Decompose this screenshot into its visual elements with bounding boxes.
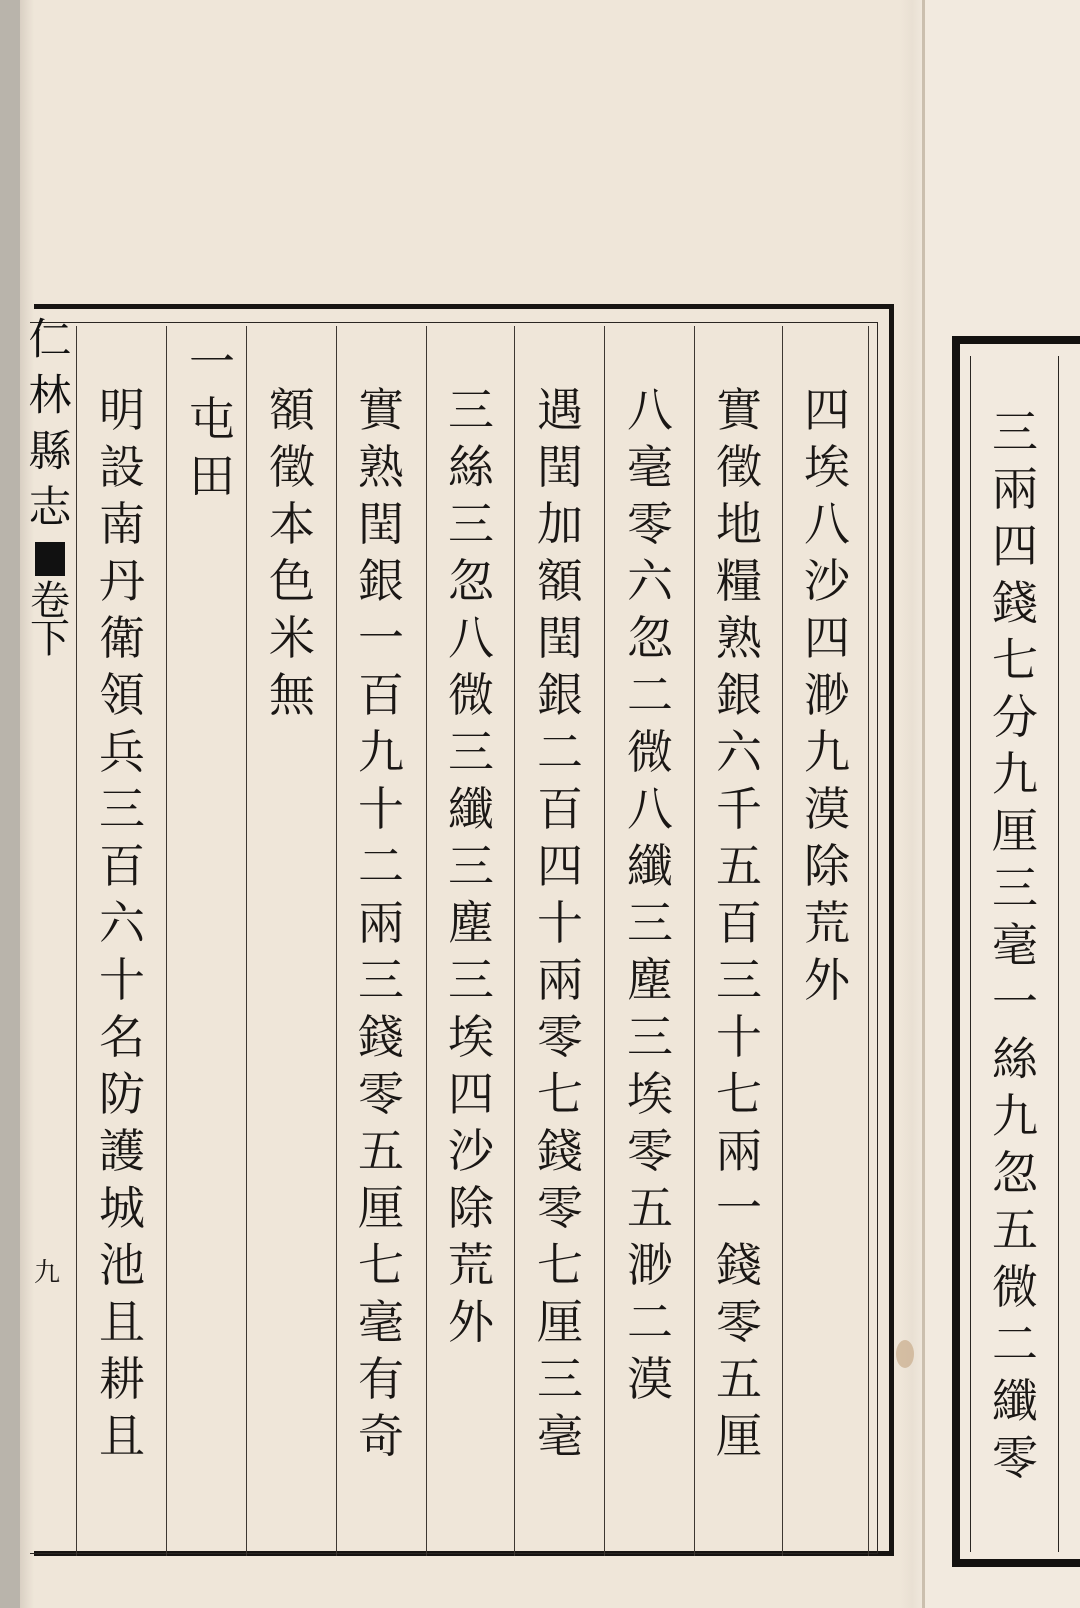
text-char: 八 [627,383,673,437]
text-char: 三 [537,1352,583,1406]
text-char: 厘 [358,1181,404,1235]
fascicle-char: 卷 [30,578,70,624]
text-char: 無 [269,668,315,722]
margin-title-char: 林 [28,371,72,421]
text-char: 荒 [804,896,850,950]
text-char: 領 [99,668,145,722]
text-char: 零 [537,1010,583,1064]
text-column-5 [435,382,507,1351]
text-char: 千 [716,782,762,836]
text-char: 銀 [537,668,583,722]
right-text-char: 五 [992,1203,1038,1257]
right-text-char: 忽 [992,1146,1038,1200]
text-char: 七 [537,1067,583,1121]
text-char: 纖 [448,782,494,836]
text-char: 兵 [99,725,145,779]
text-char: 徵 [716,440,762,494]
text-char: 埃 [804,440,850,494]
column-rule [76,326,77,1556]
text-char: 零 [358,1067,404,1121]
text-char: 兩 [716,1124,762,1178]
text-char: 三 [448,953,494,1007]
text-char: 五 [716,1352,762,1406]
right-text-char: 一 [992,975,1038,1029]
right-text-char: 三 [992,405,1038,459]
text-char: 除 [448,1181,494,1235]
text-column-7 [256,382,328,724]
text-char: 四 [804,611,850,665]
text-char: 城 [99,1181,145,1235]
right-text-char: 厘 [992,804,1038,858]
text-char: 七 [537,1238,583,1292]
text-char: 微 [627,725,673,779]
text-char: 零 [537,1181,583,1235]
text-char: 丹 [99,554,145,608]
text-char: 銀 [716,668,762,722]
page-fold-line [922,0,925,1608]
fish-tail-mark [35,542,65,576]
text-char: 渺 [627,1238,673,1292]
text-char: 三 [448,497,494,551]
right-text-char: 錢 [992,576,1038,630]
text-char: 忽 [448,554,494,608]
text-char: 十 [537,896,583,950]
column-rule [336,326,337,1556]
text-char: 錢 [716,1238,762,1292]
text-char: 閏 [358,497,404,551]
right-text-char: 四 [992,519,1038,573]
text-char: 南 [99,497,145,551]
fascicle-label [30,578,70,662]
right-page-column-rule [1058,356,1080,1552]
text-char: 一 [189,335,235,389]
right-text-char: 兩 [992,462,1038,516]
text-char: 實 [716,383,762,437]
text-char: 渺 [804,668,850,722]
text-char: 塵 [448,896,494,950]
column-rule [514,326,515,1556]
text-char: 四 [448,1067,494,1121]
text-char: 熟 [358,440,404,494]
text-char: 零 [627,1124,673,1178]
text-char: 三 [358,953,404,1007]
text-column-2 [703,382,775,1465]
text-char: 三 [448,839,494,893]
text-char: 百 [537,782,583,836]
text-char: 百 [716,896,762,950]
page-number: 九 [34,1258,61,1288]
text-char: 閏 [537,611,583,665]
text-char: 四 [537,839,583,893]
text-char: 二 [358,839,404,893]
text-char: 名 [99,1010,145,1064]
text-char: 三 [448,383,494,437]
text-char: 徵 [269,440,315,494]
text-char: 六 [716,725,762,779]
text-char: 纖 [627,839,673,893]
text-char: 九 [358,725,404,779]
margin-book-title [24,312,76,662]
text-char: 絲 [448,440,494,494]
text-char: 毫 [358,1295,404,1349]
text-char: 五 [358,1124,404,1178]
text-char: 八 [448,611,494,665]
column-rule [166,326,167,1556]
column-rule [694,326,695,1556]
text-char: 耕 [99,1352,145,1406]
text-char: 衛 [99,611,145,665]
text-char: 荒 [448,1238,494,1292]
text-char: 護 [99,1124,145,1178]
text-char: 設 [99,440,145,494]
text-char: 十 [358,782,404,836]
text-char: 糧 [716,554,762,608]
text-column-10 [86,382,158,1465]
right-text-char: 九 [992,1089,1038,1143]
text-char: 田 [189,449,235,503]
text-char: 百 [99,839,145,893]
text-char: 一 [358,611,404,665]
text-char: 米 [269,611,315,665]
text-char: 閏 [537,440,583,494]
book-spine-edge [0,0,20,1608]
text-char: 錢 [358,1010,404,1064]
margin-title-char: 縣 [28,427,72,477]
text-char: 明 [99,383,145,437]
text-char: 十 [716,1010,762,1064]
text-char: 色 [269,554,315,608]
text-char: 忽 [627,611,673,665]
text-column-1 [791,382,863,1009]
margin-title-char: 仁 [28,315,72,365]
text-char: 七 [716,1067,762,1121]
right-text-char: 分 [992,690,1038,744]
text-char: 屯 [189,392,235,446]
right-text-char: 九 [992,747,1038,801]
text-char: 兩 [537,953,583,1007]
text-char: 有 [358,1352,404,1406]
text-char: 外 [448,1295,494,1349]
right-page-text-column [986,404,1044,1487]
text-char: 外 [804,953,850,1007]
text-char: 六 [627,554,673,608]
fascicle-char: 下 [30,616,70,662]
column-rule [604,326,605,1556]
text-char: 八 [627,782,673,836]
text-char: 池 [99,1238,145,1292]
text-char: 三 [448,725,494,779]
right-text-char: 零 [992,1431,1038,1485]
text-char: 五 [627,1181,673,1235]
text-char: 銀 [358,554,404,608]
text-char: 三 [627,896,673,950]
right-text-char: 微 [992,1260,1038,1314]
text-char: 沙 [804,554,850,608]
column-rule [426,326,427,1556]
paper-stain [896,1340,914,1368]
text-char: 埃 [627,1067,673,1121]
text-char: 防 [99,1067,145,1121]
text-column-3 [614,382,686,1408]
text-char: 八 [804,497,850,551]
text-char: 除 [804,839,850,893]
right-text-char: 毫 [992,918,1038,972]
text-char: 漠 [804,782,850,836]
column-rule [868,326,869,1556]
text-char: 本 [269,497,315,551]
right-page-inner-border [970,356,971,1552]
right-text-char: 纖 [992,1374,1038,1428]
text-char: 二 [627,668,673,722]
text-char: 二 [627,1295,673,1349]
text-char: 四 [804,383,850,437]
text-char: 塵 [627,953,673,1007]
text-char: 零 [716,1295,762,1349]
text-char: 五 [716,839,762,893]
text-char: 毫 [627,440,673,494]
text-char: 六 [99,896,145,950]
text-column-6 [345,382,417,1465]
text-char: 奇 [358,1409,404,1463]
text-char: 三 [627,1010,673,1064]
right-text-char: 二 [992,1317,1038,1371]
right-text-char: 七 [992,633,1038,687]
text-char: 百 [358,668,404,722]
text-char: 錢 [537,1124,583,1178]
text-char: 三 [99,782,145,836]
text-char: 毫 [537,1409,583,1463]
text-char: 額 [269,383,315,437]
text-char: 一 [716,1181,762,1235]
column-rule [782,326,783,1556]
text-char: 遇 [537,383,583,437]
text-char: 加 [537,497,583,551]
text-char: 兩 [358,896,404,950]
text-char: 厘 [537,1295,583,1349]
text-column-4 [524,382,596,1465]
text-char: 沙 [448,1124,494,1178]
text-char: 九 [804,725,850,779]
text-char: 實 [358,383,404,437]
column-rule [246,326,247,1556]
text-char: 厘 [716,1409,762,1463]
text-char: 埃 [448,1010,494,1064]
text-column-9 [176,334,248,505]
text-char: 十 [99,953,145,1007]
text-char: 熟 [716,611,762,665]
text-char: 地 [716,497,762,551]
text-char: 二 [537,725,583,779]
text-char: 零 [627,497,673,551]
text-char: 且 [99,1295,145,1349]
text-char: 額 [537,554,583,608]
right-text-char: 三 [992,861,1038,915]
right-text-char: 絲 [992,1032,1038,1086]
text-char: 三 [716,953,762,1007]
text-char: 且 [99,1409,145,1463]
text-char: 七 [358,1238,404,1292]
margin-title-char: 志 [28,483,72,533]
text-char: 微 [448,668,494,722]
text-char: 漠 [627,1352,673,1406]
